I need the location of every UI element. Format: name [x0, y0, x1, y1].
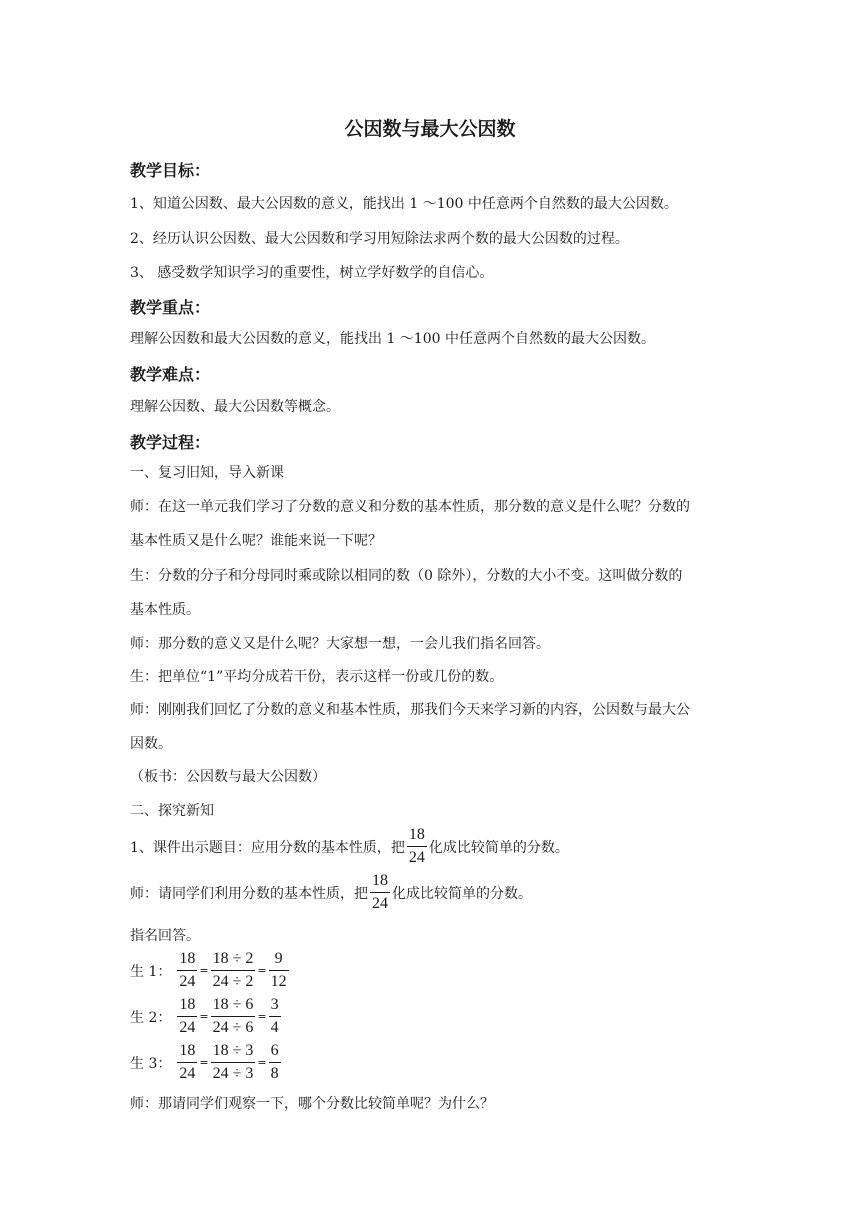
question-2-prefix: 师：请同学们利用分数的基本性质，把 [130, 885, 368, 902]
part1-title: 一、复习旧知，导入新课 [130, 465, 284, 481]
fraction-original [177, 996, 197, 1037]
paragraph-5-line-1: 师：刚刚我们回忆了分数的意义和基本性质，那我们今天来学习新的内容，公因数与最大公 [130, 702, 690, 718]
fraction-numerator: 18 [177, 1042, 197, 1063]
fraction-numerator: 18 ÷ 6 [211, 996, 256, 1017]
question-1-suffix: 化成比较简单的分数。 [428, 839, 569, 856]
fraction-numerator: 18 [407, 826, 427, 847]
process-heading: 教学过程： [130, 433, 211, 452]
fraction-result [269, 950, 289, 991]
difficulty-text: 理解公因数、最大公因数等概念。 [130, 399, 340, 415]
fraction-result [269, 1042, 281, 1083]
question-1 [130, 826, 569, 867]
paragraph-3: 师：那分数的意义又是什么呢？大家想一想，一会儿我们指名回答。 [130, 636, 550, 652]
fraction-division [211, 1042, 256, 1083]
fraction-denominator: 24 [179, 1065, 196, 1082]
fraction-denominator: 24 [372, 895, 388, 912]
fraction-result [269, 996, 281, 1037]
part2-title: 二、探究新知 [130, 803, 214, 819]
fraction-numerator: 18 ÷ 3 [211, 1042, 256, 1063]
goal-heading: 教学目标： [130, 161, 211, 180]
fraction-division [211, 996, 256, 1037]
goal-3: 3、 感受数学知识学习的重要性，树立学好数学的自信心。 [130, 265, 494, 281]
equals-sign: = [257, 1056, 267, 1069]
fraction-18-24 [370, 872, 390, 913]
equals-sign: = [257, 964, 267, 977]
fraction-denominator: 12 [270, 973, 287, 990]
fraction-denominator: 24 [179, 1019, 196, 1036]
answer-label: 生 3： [130, 1055, 172, 1072]
fraction-numerator: 18 [370, 872, 390, 893]
paragraph-2-line-2: 基本性质。 [130, 602, 200, 618]
fraction-numerator: 3 [269, 996, 281, 1017]
answer-label: 生 2： [130, 1009, 172, 1026]
goal-1: 1、知道公因数、最大公因数的意义，能找出 1 ～100 中任意两个自然数的最大公因数。 [130, 196, 678, 212]
equals-sign: = [257, 1010, 267, 1023]
paragraph-1-line-2: 基本性质又是什么呢？谁能来说一下呢？ [130, 533, 382, 549]
question-2-suffix: 化成比较简单的分数。 [392, 885, 532, 902]
answer-row-3 [130, 1042, 281, 1083]
fraction-denominator: 24 ÷ 6 [212, 1019, 254, 1036]
equals-sign: = [199, 1056, 209, 1069]
fraction-numerator: 6 [269, 1042, 281, 1063]
paragraph-4: 生：把单位“1”平均分成若干份，表示这样一份或几份的数。 [130, 669, 504, 685]
key-heading: 教学重点： [130, 298, 211, 317]
fraction-denominator: 24 [408, 849, 425, 866]
fraction-18-24 [407, 826, 427, 867]
fraction-numerator: 18 [177, 950, 197, 971]
difficulty-heading: 教学难点： [130, 365, 211, 384]
fraction-original [177, 1042, 197, 1083]
equals-sign: = [199, 964, 209, 977]
board-note: （板书：公因数与最大公因数） [130, 769, 326, 785]
fraction-denominator: 24 [179, 973, 196, 990]
fraction-numerator: 18 ÷ 2 [211, 950, 256, 971]
answer-row-1 [130, 950, 289, 991]
answer-row-2 [130, 996, 281, 1037]
paragraph-1-line-1: 师：在这一单元我们学习了分数的意义和分数的基本性质，那分数的意义是什么呢？分数的 [130, 499, 690, 515]
paragraph-2-line-1: 生：分数的分子和分母同时乘或除以相同的数（0 除外），分数的大小不变。这叫做分数的 [130, 568, 683, 584]
key-text: 理解公因数和最大公因数的意义，能找出 1 ～100 中任意两个自然数的最大公因数。 [130, 331, 655, 347]
fraction-denominator: 8 [270, 1065, 279, 1082]
fraction-original [177, 950, 197, 991]
question-2 [130, 872, 532, 913]
fraction-numerator: 18 [177, 996, 197, 1017]
call-answer: 指名回答。 [130, 928, 200, 944]
answer-label: 生 1： [130, 963, 172, 980]
fraction-numerator: 9 [269, 950, 289, 971]
fraction-denominator: 4 [270, 1019, 279, 1036]
fraction-division [211, 950, 256, 991]
fraction-denominator: 24 ÷ 3 [212, 1065, 254, 1082]
equals-sign: = [199, 1010, 209, 1023]
goal-2: 2、经历认识公因数、最大公因数和学习用短除法求两个数的最大公因数的过程。 [130, 231, 629, 247]
final-question: 师：那请同学们观察一下，哪个分数比较简单呢？为什么？ [130, 1096, 494, 1112]
question-1-prefix: 1、课件出示题目：应用分数的基本性质，把 [130, 839, 405, 856]
fraction-denominator: 24 ÷ 2 [212, 973, 254, 990]
document-title: 公因数与最大公因数 [344, 118, 516, 140]
paragraph-5-line-2: 因数。 [130, 736, 172, 752]
